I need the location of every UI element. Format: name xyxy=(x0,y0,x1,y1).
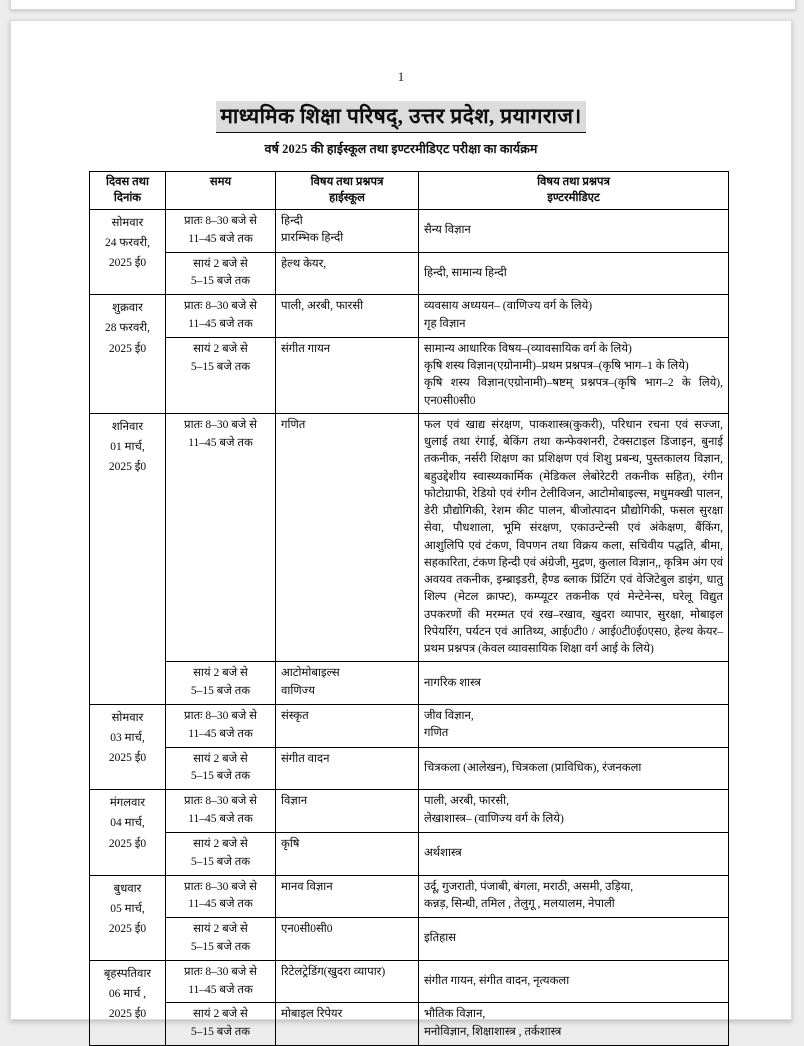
day-date: 01 मार्च, xyxy=(110,441,145,454)
cell-highschool-subject xyxy=(276,337,419,413)
time-line1: सायं 2 बजे से xyxy=(193,837,248,850)
column-header-highschool-line2: हाईस्कूल xyxy=(329,191,365,204)
time-line1: प्रातः 8–30 बजे से xyxy=(184,418,257,431)
subject-line: संगीत गायन xyxy=(281,342,331,355)
cell-time xyxy=(166,747,276,790)
cell-date xyxy=(90,210,166,295)
subject-line: हेल्थ केयर, xyxy=(281,257,327,270)
day-date: 04 मार्च, xyxy=(110,817,145,830)
day-year: 2025 ई0 xyxy=(108,342,147,355)
column-header-time: समय xyxy=(166,172,276,210)
subject-line: अर्थशास्त्र xyxy=(424,847,462,860)
cell-time xyxy=(166,413,276,662)
time-line1: प्रातः 8–30 बजे से xyxy=(184,710,257,723)
subject-line: वाणिज्य xyxy=(281,684,315,697)
cell-time xyxy=(166,295,276,338)
cell-highschool-subject xyxy=(276,960,419,1003)
time-line2: 5–15 बजे तक xyxy=(190,685,251,698)
subject-line: मनोविज्ञान, शिक्षाशास्त्र , तर्कशास्त्र xyxy=(424,1025,562,1038)
subject-line: कन्नड़, सिन्धी, तमिल , तेलुगू , मलयालम, नेपाली xyxy=(424,897,615,910)
time-line1: प्रातः 8–30 बजे से xyxy=(184,300,257,313)
subject-line: कृषि xyxy=(281,837,300,850)
cell-intermediate-subject xyxy=(419,875,729,918)
time-line1: प्रातः 8–30 बजे से xyxy=(184,965,257,978)
exam-schedule-table xyxy=(89,171,729,1046)
table-body xyxy=(90,210,729,1046)
column-header-highschool-line1: विषय तथा प्रश्नपत्र xyxy=(310,176,384,188)
day-date: 05 मार्च, xyxy=(110,902,145,915)
cell-time xyxy=(166,875,276,918)
cell-highschool-subject xyxy=(276,295,419,338)
table-row xyxy=(90,413,729,662)
day-date: 24 फरवरी, xyxy=(105,237,150,250)
time-line2: 11–45 बजे तक xyxy=(188,813,253,826)
subject-line: लेखाशास्त्र– (वाणिज्य वर्ग के लिये) xyxy=(424,812,564,825)
cell-date xyxy=(90,960,166,1045)
day-date: 28 फरवरी, xyxy=(105,322,150,335)
cell-highschool-subject xyxy=(276,705,419,748)
subject-line: नागरिक शास्त्र xyxy=(424,676,481,689)
time-line2: 5–15 बजे तक xyxy=(190,770,251,783)
table-row xyxy=(90,832,729,875)
page-title: माध्यमिक शिक्षा परिषद्, उत्तर प्रदेश, प्रयागराज। xyxy=(216,101,585,133)
cell-highschool-subject xyxy=(276,747,419,790)
subject-line: आटोमोबाइल्स xyxy=(281,667,340,680)
column-header-intermediate xyxy=(419,172,729,210)
cell-highschool-subject xyxy=(276,1003,419,1046)
cell-time xyxy=(166,337,276,413)
time-line2: 11–45 बजे तक xyxy=(188,318,253,331)
column-header-date xyxy=(90,172,166,210)
page-number: 1 xyxy=(397,69,405,84)
time-line2: 5–15 बजे तक xyxy=(190,855,251,868)
schedule-table-container xyxy=(11,171,791,1046)
day-name: मंगलवार xyxy=(109,797,146,810)
subject-line: गणित xyxy=(281,418,306,431)
table-row xyxy=(90,210,729,253)
day-date: 06 मार्च , xyxy=(108,987,147,1000)
day-year: 2025 ई0 xyxy=(108,922,147,935)
time-line2: 11–45 बजे तक xyxy=(188,727,253,740)
subject-line: संगीत वादन xyxy=(281,752,330,765)
subject-line: जीव विज्ञान, xyxy=(424,710,474,723)
day-year: 2025 ई0 xyxy=(108,837,147,850)
table-row xyxy=(90,1003,729,1046)
cell-intermediate-subject xyxy=(419,960,729,1003)
subject-line: चित्रकला (आलेखन), चित्रकला (प्राविधिक), रंजनकला xyxy=(424,761,642,774)
table-row xyxy=(90,705,729,748)
time-line2: 11–45 बजे तक xyxy=(188,983,253,996)
cell-date xyxy=(90,790,166,875)
day-name: बुधवार xyxy=(113,882,142,895)
cell-time xyxy=(166,662,276,705)
column-header-intermediate-line1: विषय तथा प्रश्नपत्र xyxy=(537,176,610,188)
cell-time xyxy=(166,252,276,295)
time-line2: 5–15 बजे तक xyxy=(190,1026,251,1039)
previous-page-edge xyxy=(10,0,796,10)
cell-intermediate-subject xyxy=(419,747,729,790)
cell-time xyxy=(166,960,276,1003)
time-line2: 5–15 बजे तक xyxy=(190,940,251,953)
cell-date xyxy=(90,875,166,960)
time-line1: प्रातः 8–30 बजे से xyxy=(184,215,257,228)
time-line1: सायं 2 बजे से xyxy=(193,923,248,936)
cell-date xyxy=(90,705,166,790)
column-header-highschool xyxy=(276,172,419,210)
cell-intermediate-subject xyxy=(419,662,729,705)
cell-intermediate-subject xyxy=(419,413,729,662)
table-row xyxy=(90,337,729,413)
time-line1: प्रातः 8–30 बजे से xyxy=(184,795,257,808)
cell-intermediate-subject xyxy=(419,832,729,875)
time-line1: सायं 2 बजे से xyxy=(193,752,248,765)
document-title-container xyxy=(11,101,791,133)
table-row xyxy=(90,790,729,833)
subject-line: गणित xyxy=(424,727,449,740)
cell-date xyxy=(90,295,166,414)
subject-line: मानव विज्ञान xyxy=(281,880,333,893)
cell-highschool-subject xyxy=(276,662,419,705)
cell-highschool-subject xyxy=(276,875,419,918)
cell-time xyxy=(166,918,276,961)
day-year: 2025 ई0 xyxy=(108,752,147,765)
subject-line: विज्ञान xyxy=(281,795,308,808)
subject-line: फल एवं खाद्य संरक्षण, पाकशास्त्र(कुकरी), परिधान रचना एवं सज्जा, धुलाई तथा रंगाई, बेकिंग तथा कन्फेक्शनरी, टेक्सटाइल डिजाइन, बुनाई तकनीक, नर्सरी शिक्षण का प्रशिक्षण एवं शिशु प्रबन्ध, पुस्तकालय विज्ञान, बहुउद्देशीय स्वास्थ्यकार्मिक (मेडिकल लेबोरेटरी तकनीक सहित), रंगीन फोटोग्राफी, रेडियो एवं रंगीन टेलीविजन, आटोमोबाइल्स, मधुमक्खी पालन, डेरी प्रौद्योगिकी, रेशम कीट पालन, बीजोत्पादन प्रौद्योगिकी, फसल सुरक्षा सेवा, पौधशाला, भूमि संरक्षण, एकाउन्टेन्सी एवं अंकेक्षण, बैंकिंग, आशुलिपि एवं टंकण, विपणन तथा विक्रय कला, सचिवीय पद्धति, बीमा, सहकारिता, टंकण हिन्दी एवं अंग्रेजी, मुद्रण, कुलाल विज्ञान,, कृत्रिम अंग एवं अवयव तकनीक, इम्ब्राइडरी, हैण्ड ब्लाक प्रिंटिंग एवं वेजिटेबुल डाइंग, धातु शिल्प (मेटल क्राफ्ट), कम्प्यूटर तकनीक एवं मेन्टेनेन्स, घरेलू विद्युत उपकरणों की मरम्मत एवं रख–रखाव, खुदरा व्यापार, सुरक्षा, मोबाइल रिपेयरिंग, पर्यटन एवं आतिथ्य, आई0टी0 / आई0टी0ई0एस0, हेल्थ केयर–प्रथम प्रश्नपत्र (केवल व्यावसायिक शिक्षा वर्ग आई के लिये) xyxy=(424,418,723,656)
table-header-row xyxy=(90,172,729,210)
subject-line: हिन्दी xyxy=(281,215,303,228)
time-line2: 11–45 बजे तक xyxy=(188,436,253,449)
subject-line: पाली, अरबी, फारसी, xyxy=(424,795,509,808)
subject-line: गृह विज्ञान xyxy=(424,317,466,330)
day-date: 03 मार्च, xyxy=(110,732,145,745)
column-header-date-line2: दिनांक xyxy=(113,191,142,204)
cell-time xyxy=(166,1003,276,1046)
time-line1: सायं 2 बजे से xyxy=(193,257,248,270)
subject-line: एन0सी0सी0 xyxy=(281,923,333,936)
table-row xyxy=(90,960,729,1003)
cell-time xyxy=(166,790,276,833)
table-row xyxy=(90,252,729,295)
cell-intermediate-subject xyxy=(419,790,729,833)
page-subtitle: वर्ष 2025 की हाईस्कूल तथा इण्टरमीडिएट परीक्षा का कार्यक्रम xyxy=(264,142,538,156)
cell-date xyxy=(90,413,166,704)
subject-line: पाली, अरबी, फारसी xyxy=(281,300,364,313)
cell-intermediate-subject xyxy=(419,210,729,253)
subject-line: संस्कृत xyxy=(281,710,309,723)
subject-line: सामान्य आधारिक विषय–(व्यावसायिक वर्ग के लिये) xyxy=(424,342,632,355)
table-row xyxy=(90,918,729,961)
table-row xyxy=(90,295,729,338)
subject-line: व्यवसाय अध्ययन– (वाणिज्य वर्ग के लिये) xyxy=(424,300,593,313)
column-header-date-line1: दिवस तथा xyxy=(105,176,149,188)
subject-line: रिटेलट्रेडिंग(खुदरा व्यापार) xyxy=(281,965,386,978)
cell-intermediate-subject xyxy=(419,1003,729,1046)
subject-line: भौतिक विज्ञान, xyxy=(424,1008,486,1021)
subject-line: सैन्य विज्ञान xyxy=(424,224,471,237)
subject-line: हिन्दी, सामान्य हिन्दी xyxy=(424,266,507,279)
document-page xyxy=(10,20,792,1039)
day-name: सोमवार xyxy=(111,712,144,725)
time-line1: सायं 2 बजे से xyxy=(193,667,248,680)
time-line1: सायं 2 बजे से xyxy=(193,342,248,355)
time-line1: प्रातः 8–30 बजे से xyxy=(184,880,257,893)
subject-line: इतिहास xyxy=(424,932,457,945)
time-line1: सायं 2 बजे से xyxy=(193,1008,248,1021)
cell-highschool-subject xyxy=(276,832,419,875)
day-name: सोमवार xyxy=(111,217,144,230)
cell-highschool-subject xyxy=(276,252,419,295)
day-name: शुक्रवार xyxy=(112,302,143,315)
day-name: बृहस्पतिवार xyxy=(103,967,152,980)
subject-line: कृषि शस्य विज्ञान(एग्रोनामी)–षष्टम् प्रश्नपत्र–(कृषि भाग–2 के लिये), एन0सी0सी0 xyxy=(424,377,723,407)
table-row xyxy=(90,747,729,790)
cell-intermediate-subject xyxy=(419,337,729,413)
cell-highschool-subject xyxy=(276,413,419,662)
cell-intermediate-subject xyxy=(419,252,729,295)
table-row xyxy=(90,875,729,918)
cell-highschool-subject xyxy=(276,210,419,253)
subject-line: मोबाइल रिपेयर xyxy=(281,1008,343,1021)
cell-time xyxy=(166,705,276,748)
cell-intermediate-subject xyxy=(419,918,729,961)
subject-line: उर्दू, गुजराती, पंजाबी, बंगला, मराठी, असमी, उड़िया, xyxy=(424,880,634,893)
day-year: 2025 ई0 xyxy=(108,257,147,270)
cell-highschool-subject xyxy=(276,918,419,961)
column-header-intermediate-line2: इण्टरमीडिएट xyxy=(547,191,600,204)
table-header xyxy=(90,172,729,210)
time-line2: 11–45 बजे तक xyxy=(188,898,253,911)
day-year: 2025 ई0 xyxy=(108,461,147,474)
table-row xyxy=(90,662,729,705)
subject-line: संगीत गायन, संगीत वादन, नृत्यकला xyxy=(424,974,570,987)
time-line2: 5–15 बजे तक xyxy=(190,360,251,373)
time-line2: 11–45 बजे तक xyxy=(188,232,253,245)
subject-line: प्रारम्भिक हिन्दी xyxy=(281,232,344,245)
cell-highschool-subject xyxy=(276,790,419,833)
cell-intermediate-subject xyxy=(419,295,729,338)
day-year: 2025 ई0 xyxy=(108,1008,147,1021)
time-line2: 5–15 बजे तक xyxy=(190,275,251,288)
cell-time xyxy=(166,832,276,875)
day-name: शनिवार xyxy=(111,420,144,433)
subject-line: कृषि शस्य विज्ञान(एग्रोनामी)–प्रथम प्रश्नपत्र–(कृषि भाग–1 के लिये) xyxy=(424,360,689,373)
cell-time xyxy=(166,210,276,253)
cell-intermediate-subject xyxy=(419,705,729,748)
